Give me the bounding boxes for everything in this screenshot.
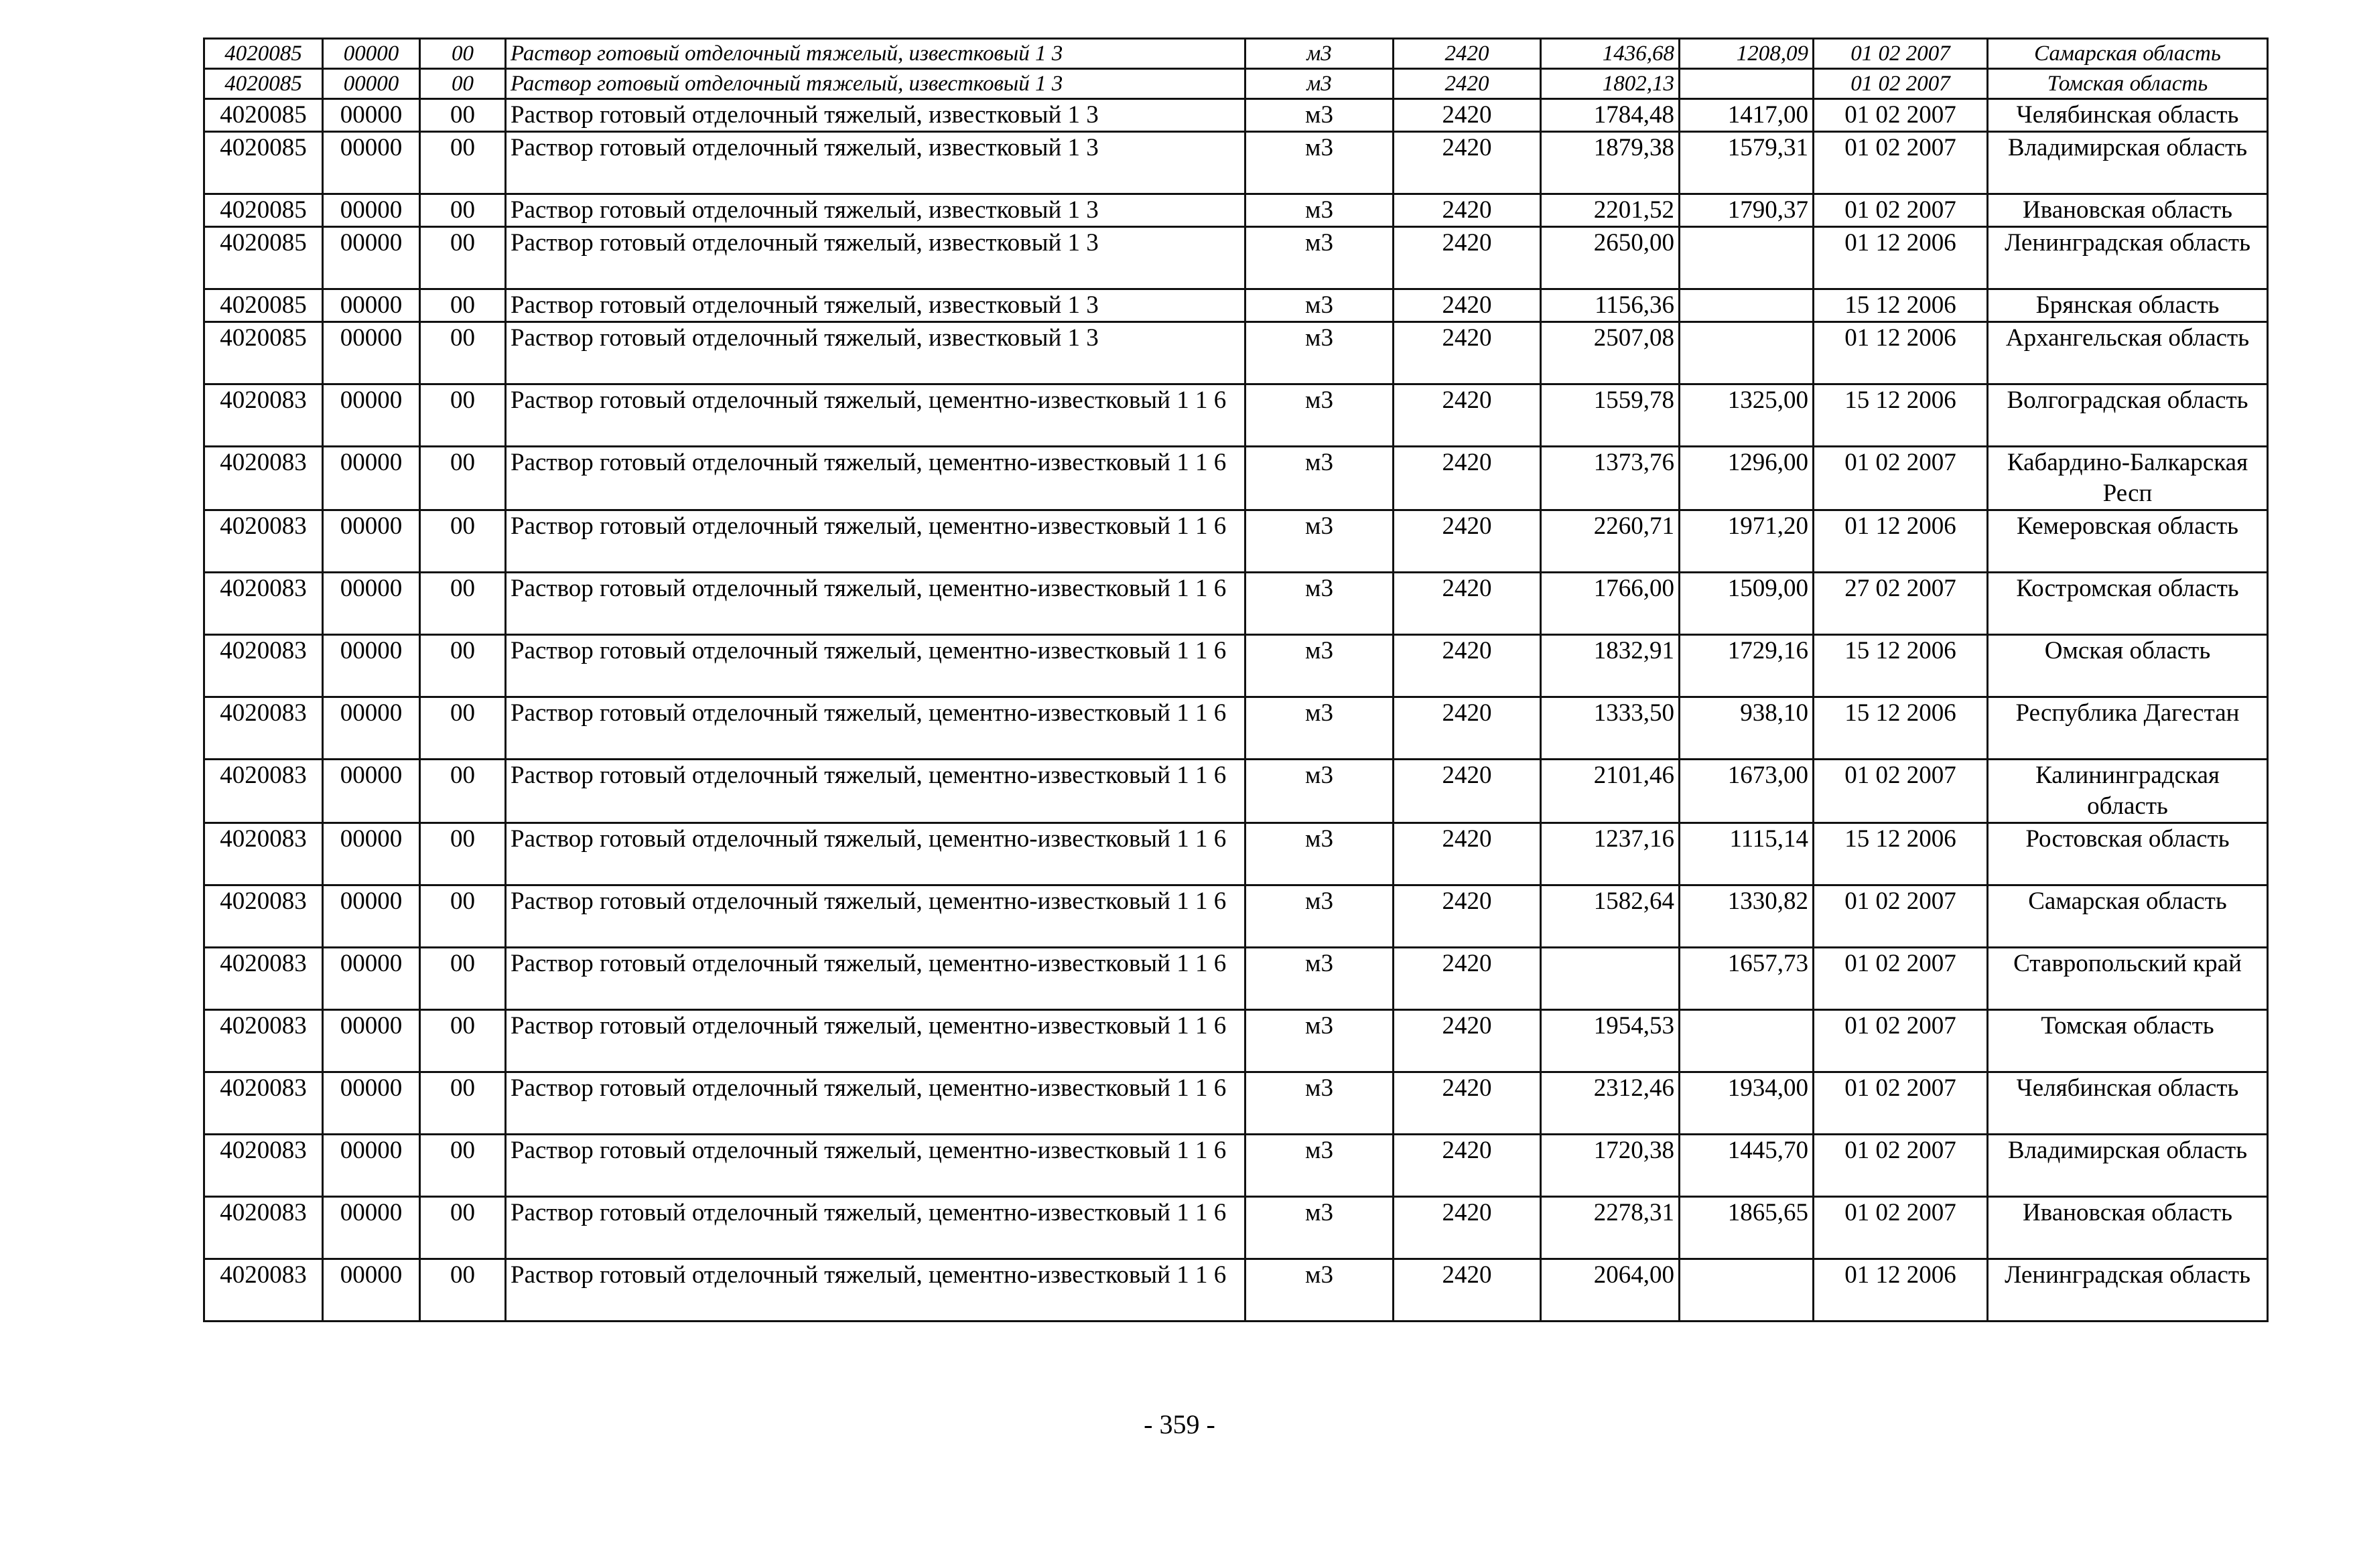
sub-code-cell: 00000 bbox=[323, 384, 420, 447]
okp-code-cell: 2420 bbox=[1394, 1010, 1541, 1072]
item-code-cell: 4020085 bbox=[204, 227, 323, 289]
unit-cell: м3 bbox=[1245, 1197, 1394, 1259]
table-row bbox=[204, 510, 2268, 573]
okp-code-cell: 2420 bbox=[1394, 132, 1541, 194]
price-with-vat-cell bbox=[1541, 948, 1680, 1010]
okp-code-cell: 2420 bbox=[1394, 510, 1541, 573]
table-row bbox=[204, 99, 2268, 132]
date-cell: 01 02 2007 bbox=[1814, 99, 1988, 132]
material-name-cell: Раствор готовый отделочный тяжелый, цементно-известковый 1 1 6 bbox=[506, 447, 1245, 510]
item-code-cell: 4020083 bbox=[204, 1197, 323, 1259]
okp-code-cell: 2420 bbox=[1394, 99, 1541, 132]
date-cell: 01 02 2007 bbox=[1814, 39, 1988, 69]
sub-code-cell: 00000 bbox=[323, 1259, 420, 1322]
date-cell: 01 12 2006 bbox=[1814, 510, 1988, 573]
unit-cell: м3 bbox=[1245, 1010, 1394, 1072]
price-without-vat-cell: 1657,73 bbox=[1680, 948, 1814, 1010]
material-name-cell: Раствор готовый отделочный тяжелый, цементно-известковый 1 1 6 bbox=[506, 384, 1245, 447]
okp-code-cell: 2420 bbox=[1394, 885, 1541, 948]
unit-cell: м3 bbox=[1245, 289, 1394, 322]
date-cell: 15 12 2006 bbox=[1814, 635, 1988, 697]
region-cell: Самарская область bbox=[1988, 39, 2268, 69]
okp-code-cell: 2420 bbox=[1394, 227, 1541, 289]
price-with-vat-cell: 1333,50 bbox=[1541, 697, 1680, 760]
item-code-cell: 4020085 bbox=[204, 322, 323, 384]
okp-code-cell: 2420 bbox=[1394, 760, 1541, 823]
page-number: - 359 - bbox=[1144, 1409, 1215, 1439]
date-cell: 01 02 2007 bbox=[1814, 447, 1988, 510]
unit-cell: м3 bbox=[1245, 573, 1394, 635]
price-with-vat-cell: 2278,31 bbox=[1541, 1197, 1680, 1259]
suffix-code-cell: 00 bbox=[420, 194, 506, 227]
unit-cell: м3 bbox=[1245, 194, 1394, 227]
item-code-cell: 4020085 bbox=[204, 289, 323, 322]
suffix-code-cell: 00 bbox=[420, 697, 506, 760]
table-row bbox=[204, 194, 2268, 227]
material-name-cell: Раствор готовый отделочный тяжелый, цементно-известковый 1 1 6 bbox=[506, 573, 1245, 635]
price-with-vat-cell: 1156,36 bbox=[1541, 289, 1680, 322]
okp-code-cell: 2420 bbox=[1394, 322, 1541, 384]
suffix-code-cell: 00 bbox=[420, 99, 506, 132]
table-row bbox=[204, 39, 2268, 69]
unit-cell: м3 bbox=[1245, 132, 1394, 194]
table-row bbox=[204, 1197, 2268, 1259]
material-name-cell: Раствор готовый отделочный тяжелый, цементно-известковый 1 1 6 bbox=[506, 1010, 1245, 1072]
price-without-vat-cell: 1729,16 bbox=[1680, 635, 1814, 697]
region-cell: Ивановская область bbox=[1988, 1197, 2268, 1259]
price-with-vat-cell: 1879,38 bbox=[1541, 132, 1680, 194]
price-with-vat-cell: 2312,46 bbox=[1541, 1072, 1680, 1135]
price-with-vat-cell: 2507,08 bbox=[1541, 322, 1680, 384]
region-cell: Кабардино-Балкарская Респ bbox=[1988, 447, 2268, 510]
unit-cell: м3 bbox=[1245, 322, 1394, 384]
price-with-vat-cell: 2260,71 bbox=[1541, 510, 1680, 573]
region-cell: Волгоградская область bbox=[1988, 384, 2268, 447]
date-cell: 01 02 2007 bbox=[1814, 194, 1988, 227]
item-code-cell: 4020083 bbox=[204, 823, 323, 885]
material-name-cell: Раствор готовый отделочный тяжелый, цементно-известковый 1 1 6 bbox=[506, 1197, 1245, 1259]
date-cell: 01 02 2007 bbox=[1814, 1010, 1988, 1072]
unit-cell: м3 bbox=[1245, 885, 1394, 948]
price-without-vat-cell: 1208,09 bbox=[1680, 39, 1814, 69]
okp-code-cell: 2420 bbox=[1394, 384, 1541, 447]
okp-code-cell: 2420 bbox=[1394, 1259, 1541, 1322]
price-with-vat-cell: 1832,91 bbox=[1541, 635, 1680, 697]
date-cell: 15 12 2006 bbox=[1814, 289, 1988, 322]
region-cell: Самарская область bbox=[1988, 885, 2268, 948]
sub-code-cell: 00000 bbox=[323, 194, 420, 227]
material-name-cell: Раствор готовый отделочный тяжелый, цементно-известковый 1 1 6 bbox=[506, 760, 1245, 823]
table-row bbox=[204, 1010, 2268, 1072]
region-cell: Челябинская область bbox=[1988, 1072, 2268, 1135]
date-cell: 01 02 2007 bbox=[1814, 885, 1988, 948]
price-without-vat-cell: 1865,65 bbox=[1680, 1197, 1814, 1259]
table-row bbox=[204, 635, 2268, 697]
table-row bbox=[204, 823, 2268, 885]
item-code-cell: 4020083 bbox=[204, 1010, 323, 1072]
price-without-vat-cell bbox=[1680, 322, 1814, 384]
price-without-vat-cell: 1971,20 bbox=[1680, 510, 1814, 573]
sub-code-cell: 00000 bbox=[323, 69, 420, 99]
region-cell: Архангельская область bbox=[1988, 322, 2268, 384]
unit-cell: м3 bbox=[1245, 635, 1394, 697]
suffix-code-cell: 00 bbox=[420, 510, 506, 573]
unit-cell: м3 bbox=[1245, 1072, 1394, 1135]
unit-cell: м3 bbox=[1245, 227, 1394, 289]
table-row bbox=[204, 697, 2268, 760]
date-cell: 01 02 2007 bbox=[1814, 69, 1988, 99]
okp-code-cell: 2420 bbox=[1394, 697, 1541, 760]
suffix-code-cell: 00 bbox=[420, 885, 506, 948]
item-code-cell: 4020085 bbox=[204, 99, 323, 132]
sub-code-cell: 00000 bbox=[323, 447, 420, 510]
material-name-cell: Раствор готовый отделочный тяжелый, цементно-известковый 1 1 6 bbox=[506, 510, 1245, 573]
price-without-vat-cell: 1509,00 bbox=[1680, 573, 1814, 635]
item-code-cell: 4020083 bbox=[204, 697, 323, 760]
table-row bbox=[204, 384, 2268, 447]
item-code-cell: 4020083 bbox=[204, 573, 323, 635]
price-without-vat-cell: 1790,37 bbox=[1680, 194, 1814, 227]
sub-code-cell: 00000 bbox=[323, 697, 420, 760]
suffix-code-cell: 00 bbox=[420, 384, 506, 447]
price-without-vat-cell: 1673,00 bbox=[1680, 760, 1814, 823]
material-name-cell: Раствор готовый отделочный тяжелый, известковый 1 3 bbox=[506, 322, 1245, 384]
unit-cell: м3 bbox=[1245, 1135, 1394, 1197]
date-cell: 15 12 2006 bbox=[1814, 384, 1988, 447]
suffix-code-cell: 00 bbox=[420, 447, 506, 510]
region-cell: Владимирская область bbox=[1988, 1135, 2268, 1197]
material-name-cell: Раствор готовый отделочный тяжелый, цементно-известковый 1 1 6 bbox=[506, 635, 1245, 697]
region-cell: Томская область bbox=[1988, 69, 2268, 99]
table-row bbox=[204, 885, 2268, 948]
table-row bbox=[204, 573, 2268, 635]
material-name-cell: Раствор готовый отделочный тяжелый, известковый 1 3 bbox=[506, 132, 1245, 194]
sub-code-cell: 00000 bbox=[323, 573, 420, 635]
material-name-cell: Раствор готовый отделочный тяжелый, известковый 1 3 bbox=[506, 99, 1245, 132]
item-code-cell: 4020083 bbox=[204, 510, 323, 573]
region-cell: Томская область bbox=[1988, 1010, 2268, 1072]
table-row bbox=[204, 447, 2268, 510]
region-cell: Калининградская область bbox=[1988, 760, 2268, 823]
material-name-cell: Раствор готовый отделочный тяжелый, известковый 1 3 bbox=[506, 289, 1245, 322]
item-code-cell: 4020083 bbox=[204, 948, 323, 1010]
price-without-vat-cell: 1934,00 bbox=[1680, 1072, 1814, 1135]
price-with-vat-cell: 1559,78 bbox=[1541, 384, 1680, 447]
okp-code-cell: 2420 bbox=[1394, 447, 1541, 510]
suffix-code-cell: 00 bbox=[420, 322, 506, 384]
sub-code-cell: 00000 bbox=[323, 132, 420, 194]
item-code-cell: 4020083 bbox=[204, 384, 323, 447]
material-name-cell: Раствор готовый отделочный тяжелый, известковый 1 3 bbox=[506, 227, 1245, 289]
price-with-vat-cell: 2201,52 bbox=[1541, 194, 1680, 227]
sub-code-cell: 00000 bbox=[323, 823, 420, 885]
price-without-vat-cell bbox=[1680, 227, 1814, 289]
table-row bbox=[204, 1072, 2268, 1135]
sub-code-cell: 00000 bbox=[323, 227, 420, 289]
okp-code-cell: 2420 bbox=[1394, 39, 1541, 69]
material-name-cell: Раствор готовый отделочный тяжелый, цементно-известковый 1 1 6 bbox=[506, 1072, 1245, 1135]
region-cell: Республика Дагестан bbox=[1988, 697, 2268, 760]
price-with-vat-cell: 1784,48 bbox=[1541, 99, 1680, 132]
date-cell: 01 02 2007 bbox=[1814, 760, 1988, 823]
sub-code-cell: 00000 bbox=[323, 635, 420, 697]
price-table bbox=[203, 38, 2269, 1322]
price-with-vat-cell: 1373,76 bbox=[1541, 447, 1680, 510]
region-cell: Омская область bbox=[1988, 635, 2268, 697]
price-without-vat-cell bbox=[1680, 69, 1814, 99]
table-row bbox=[204, 1135, 2268, 1197]
material-name-cell: Раствор готовый отделочный тяжелый, известковый 1 3 bbox=[506, 69, 1245, 99]
okp-code-cell: 2420 bbox=[1394, 1072, 1541, 1135]
region-cell: Ставропольский край bbox=[1988, 948, 2268, 1010]
material-name-cell: Раствор готовый отделочный тяжелый, известковый 1 3 bbox=[506, 194, 1245, 227]
okp-code-cell: 2420 bbox=[1394, 69, 1541, 99]
price-without-vat-cell: 1579,31 bbox=[1680, 132, 1814, 194]
region-cell: Костромская область bbox=[1988, 573, 2268, 635]
date-cell: 15 12 2006 bbox=[1814, 697, 1988, 760]
suffix-code-cell: 00 bbox=[420, 573, 506, 635]
price-with-vat-cell: 2064,00 bbox=[1541, 1259, 1680, 1322]
price-with-vat-cell: 1720,38 bbox=[1541, 1135, 1680, 1197]
item-code-cell: 4020083 bbox=[204, 760, 323, 823]
item-code-cell: 4020085 bbox=[204, 194, 323, 227]
date-cell: 01 02 2007 bbox=[1814, 948, 1988, 1010]
okp-code-cell: 2420 bbox=[1394, 194, 1541, 227]
item-code-cell: 4020083 bbox=[204, 1135, 323, 1197]
price-with-vat-cell: 1237,16 bbox=[1541, 823, 1680, 885]
sub-code-cell: 00000 bbox=[323, 760, 420, 823]
region-cell: Ленинградская область bbox=[1988, 227, 2268, 289]
unit-cell: м3 bbox=[1245, 510, 1394, 573]
unit-cell: м3 bbox=[1245, 39, 1394, 69]
sub-code-cell: 00000 bbox=[323, 99, 420, 132]
unit-cell: м3 bbox=[1245, 948, 1394, 1010]
sub-code-cell: 00000 bbox=[323, 510, 420, 573]
suffix-code-cell: 00 bbox=[420, 227, 506, 289]
price-without-vat-cell bbox=[1680, 1010, 1814, 1072]
table-row bbox=[204, 1259, 2268, 1322]
item-code-cell: 4020083 bbox=[204, 1259, 323, 1322]
table-row bbox=[204, 227, 2268, 289]
unit-cell: м3 bbox=[1245, 1259, 1394, 1322]
suffix-code-cell: 00 bbox=[420, 1010, 506, 1072]
item-code-cell: 4020083 bbox=[204, 1072, 323, 1135]
material-name-cell: Раствор готовый отделочный тяжелый, цементно-известковый 1 1 6 bbox=[506, 885, 1245, 948]
region-cell: Ивановская область bbox=[1988, 194, 2268, 227]
date-cell: 01 12 2006 bbox=[1814, 322, 1988, 384]
price-without-vat-cell: 1417,00 bbox=[1680, 99, 1814, 132]
region-cell: Челябинская область bbox=[1988, 99, 2268, 132]
table-row bbox=[204, 69, 2268, 99]
okp-code-cell: 2420 bbox=[1394, 289, 1541, 322]
unit-cell: м3 bbox=[1245, 99, 1394, 132]
region-cell: Кемеровская область bbox=[1988, 510, 2268, 573]
date-cell: 27 02 2007 bbox=[1814, 573, 1988, 635]
sub-code-cell: 00000 bbox=[323, 289, 420, 322]
price-with-vat-cell: 2650,00 bbox=[1541, 227, 1680, 289]
price-without-vat-cell bbox=[1680, 1259, 1814, 1322]
okp-code-cell: 2420 bbox=[1394, 823, 1541, 885]
item-code-cell: 4020085 bbox=[204, 69, 323, 99]
date-cell: 01 02 2007 bbox=[1814, 1135, 1988, 1197]
sub-code-cell: 00000 bbox=[323, 1010, 420, 1072]
suffix-code-cell: 00 bbox=[420, 39, 506, 69]
suffix-code-cell: 00 bbox=[420, 1072, 506, 1135]
price-with-vat-cell: 1582,64 bbox=[1541, 885, 1680, 948]
unit-cell: м3 bbox=[1245, 69, 1394, 99]
suffix-code-cell: 00 bbox=[420, 289, 506, 322]
price-with-vat-cell: 1802,13 bbox=[1541, 69, 1680, 99]
sub-code-cell: 00000 bbox=[323, 1197, 420, 1259]
sub-code-cell: 00000 bbox=[323, 322, 420, 384]
sub-code-cell: 00000 bbox=[323, 885, 420, 948]
price-without-vat-cell bbox=[1680, 289, 1814, 322]
region-cell: Владимирская область bbox=[1988, 132, 2268, 194]
date-cell: 15 12 2006 bbox=[1814, 823, 1988, 885]
price-without-vat-cell: 1445,70 bbox=[1680, 1135, 1814, 1197]
date-cell: 01 12 2006 bbox=[1814, 227, 1988, 289]
suffix-code-cell: 00 bbox=[420, 69, 506, 99]
material-name-cell: Раствор готовый отделочный тяжелый, известковый 1 3 bbox=[506, 39, 1245, 69]
material-name-cell: Раствор готовый отделочный тяжелый, цементно-известковый 1 1 6 bbox=[506, 1135, 1245, 1197]
item-code-cell: 4020085 bbox=[204, 132, 323, 194]
sub-code-cell: 00000 bbox=[323, 1135, 420, 1197]
table-row bbox=[204, 948, 2268, 1010]
okp-code-cell: 2420 bbox=[1394, 1135, 1541, 1197]
material-name-cell: Раствор готовый отделочный тяжелый, цементно-известковый 1 1 6 bbox=[506, 697, 1245, 760]
sub-code-cell: 00000 bbox=[323, 39, 420, 69]
suffix-code-cell: 00 bbox=[420, 132, 506, 194]
date-cell: 01 12 2006 bbox=[1814, 1259, 1988, 1322]
okp-code-cell: 2420 bbox=[1394, 573, 1541, 635]
table-body bbox=[204, 39, 2268, 1322]
region-cell: Ростовская область bbox=[1988, 823, 2268, 885]
price-with-vat-cell: 1766,00 bbox=[1541, 573, 1680, 635]
okp-code-cell: 2420 bbox=[1394, 635, 1541, 697]
sub-code-cell: 00000 bbox=[323, 1072, 420, 1135]
material-name-cell: Раствор готовый отделочный тяжелый, цементно-известковый 1 1 6 bbox=[506, 823, 1245, 885]
material-name-cell: Раствор готовый отделочный тяжелый, цементно-известковый 1 1 6 bbox=[506, 948, 1245, 1010]
table-row bbox=[204, 322, 2268, 384]
sub-code-cell: 00000 bbox=[323, 948, 420, 1010]
price-without-vat-cell: 1115,14 bbox=[1680, 823, 1814, 885]
price-with-vat-cell: 1954,53 bbox=[1541, 1010, 1680, 1072]
unit-cell: м3 bbox=[1245, 384, 1394, 447]
table-row bbox=[204, 760, 2268, 823]
table-row bbox=[204, 132, 2268, 194]
item-code-cell: 4020083 bbox=[204, 885, 323, 948]
region-cell: Брянская область bbox=[1988, 289, 2268, 322]
unit-cell: м3 bbox=[1245, 823, 1394, 885]
table-row bbox=[204, 289, 2268, 322]
item-code-cell: 4020083 bbox=[204, 635, 323, 697]
unit-cell: м3 bbox=[1245, 760, 1394, 823]
price-without-vat-cell: 1296,00 bbox=[1680, 447, 1814, 510]
item-code-cell: 4020083 bbox=[204, 447, 323, 510]
region-cell: Ленинградская область bbox=[1988, 1259, 2268, 1322]
suffix-code-cell: 00 bbox=[420, 760, 506, 823]
date-cell: 01 02 2007 bbox=[1814, 132, 1988, 194]
suffix-code-cell: 00 bbox=[420, 635, 506, 697]
price-without-vat-cell: 938,10 bbox=[1680, 697, 1814, 760]
price-without-vat-cell: 1325,00 bbox=[1680, 384, 1814, 447]
suffix-code-cell: 00 bbox=[420, 1135, 506, 1197]
okp-code-cell: 2420 bbox=[1394, 1197, 1541, 1259]
date-cell: 01 02 2007 bbox=[1814, 1072, 1988, 1135]
suffix-code-cell: 00 bbox=[420, 948, 506, 1010]
item-code-cell: 4020085 bbox=[204, 39, 323, 69]
suffix-code-cell: 00 bbox=[420, 1259, 506, 1322]
suffix-code-cell: 00 bbox=[420, 823, 506, 885]
unit-cell: м3 bbox=[1245, 697, 1394, 760]
price-with-vat-cell: 1436,68 bbox=[1541, 39, 1680, 69]
material-name-cell: Раствор готовый отделочный тяжелый, цементно-известковый 1 1 6 bbox=[506, 1259, 1245, 1322]
unit-cell: м3 bbox=[1245, 447, 1394, 510]
date-cell: 01 02 2007 bbox=[1814, 1197, 1988, 1259]
okp-code-cell: 2420 bbox=[1394, 948, 1541, 1010]
price-with-vat-cell: 2101,46 bbox=[1541, 760, 1680, 823]
price-without-vat-cell: 1330,82 bbox=[1680, 885, 1814, 948]
suffix-code-cell: 00 bbox=[420, 1197, 506, 1259]
